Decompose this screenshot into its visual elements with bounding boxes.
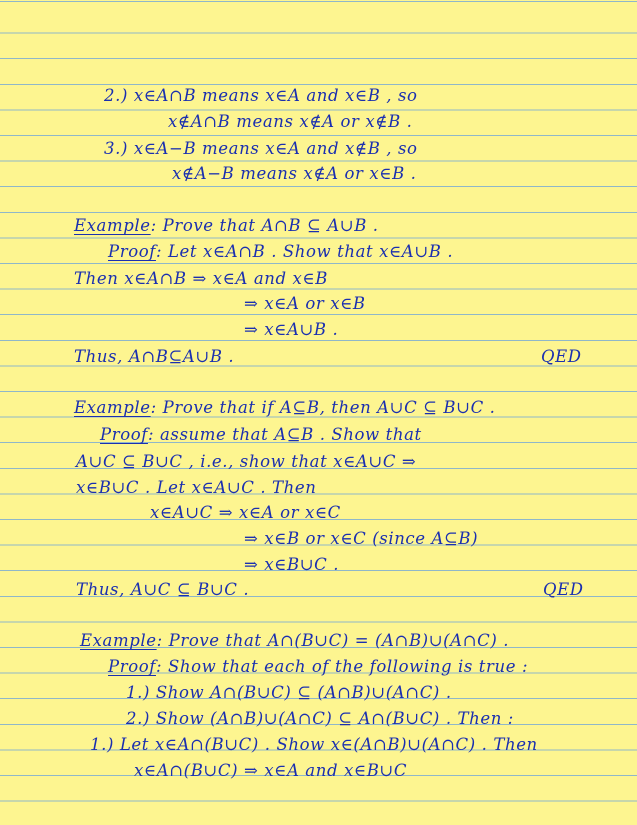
proof-text: : Show that each of the following is true : <box>155 657 529 676</box>
text-line: x∈A∩(B∪C) ⇒ x∈A and x∈B∪C <box>134 761 408 780</box>
proof-line <box>108 657 528 677</box>
example-statement: : Prove that A∩B ⊆ A∪B . <box>150 216 379 235</box>
text-line: A∪C ⊆ B∪C , i.e., show that x∈A∪C ⇒ <box>76 452 417 471</box>
proof-line <box>108 242 453 262</box>
example-heading <box>74 398 496 418</box>
text-line: 2.) Show (A∩B)∪(A∩C) ⊆ A∩(B∪C) . Then : <box>126 709 514 728</box>
text-line: x∉A∩B means x∉A or x∉B . <box>168 112 413 131</box>
proof-text: : Let x∈A∩B . Show that x∈A∪B . <box>155 242 454 261</box>
text-line: 2.) x∈A∩B means x∈A and x∈B , so <box>104 86 418 105</box>
text-line: x∉A−B means x∉A or x∈B . <box>172 164 417 183</box>
qed-mark: QED <box>541 347 582 366</box>
text-line: ⇒ x∈A∪B . <box>244 320 339 339</box>
text-line: Then x∈A∩B ⇒ x∈A and x∈B <box>74 269 328 288</box>
text-line: 1.) Let x∈A∩(B∪C) . Show x∈(A∩B)∪(A∩C) . Then <box>90 735 538 754</box>
text-line: 3.) x∈A−B means x∈A and x∉B , so <box>104 139 418 158</box>
example-label: Example <box>74 398 151 417</box>
text-line: 1.) Show A∩(B∪C) ⊆ (A∩B)∪(A∩C) . <box>126 683 452 702</box>
text-line: x∈A∪C ⇒ x∈A or x∈C <box>150 503 341 522</box>
proof-label: Proof <box>108 657 156 676</box>
example-statement: : Prove that A∩(B∪C) = (A∩B)∪(A∩C) . <box>156 631 510 650</box>
proof-line <box>100 425 422 445</box>
example-label: Example <box>74 216 151 235</box>
text-line: ⇒ x∈B∪C . <box>244 555 340 574</box>
example-statement: : Prove that if A⊆B, then A∪C ⊆ B∪C . <box>150 398 496 417</box>
text-line: Thus, A∪C ⊆ B∪C . <box>76 580 250 599</box>
proof-label: Proof <box>100 425 148 444</box>
proof-label: Proof <box>108 242 156 261</box>
text-line: ⇒ x∈A or x∈B <box>244 294 366 313</box>
example-heading <box>74 216 379 236</box>
example-heading <box>80 631 509 651</box>
proof-text: : assume that A⊆B . Show that <box>147 425 422 444</box>
text-line: x∈B∪C . Let x∈A∪C . Then <box>76 478 317 497</box>
qed-mark: QED <box>543 580 584 599</box>
text-line: ⇒ x∈B or x∈C (since A⊆B) <box>244 529 479 548</box>
example-label: Example <box>80 631 157 650</box>
text-line: Thus, A∩B⊆A∪B . <box>74 347 235 366</box>
